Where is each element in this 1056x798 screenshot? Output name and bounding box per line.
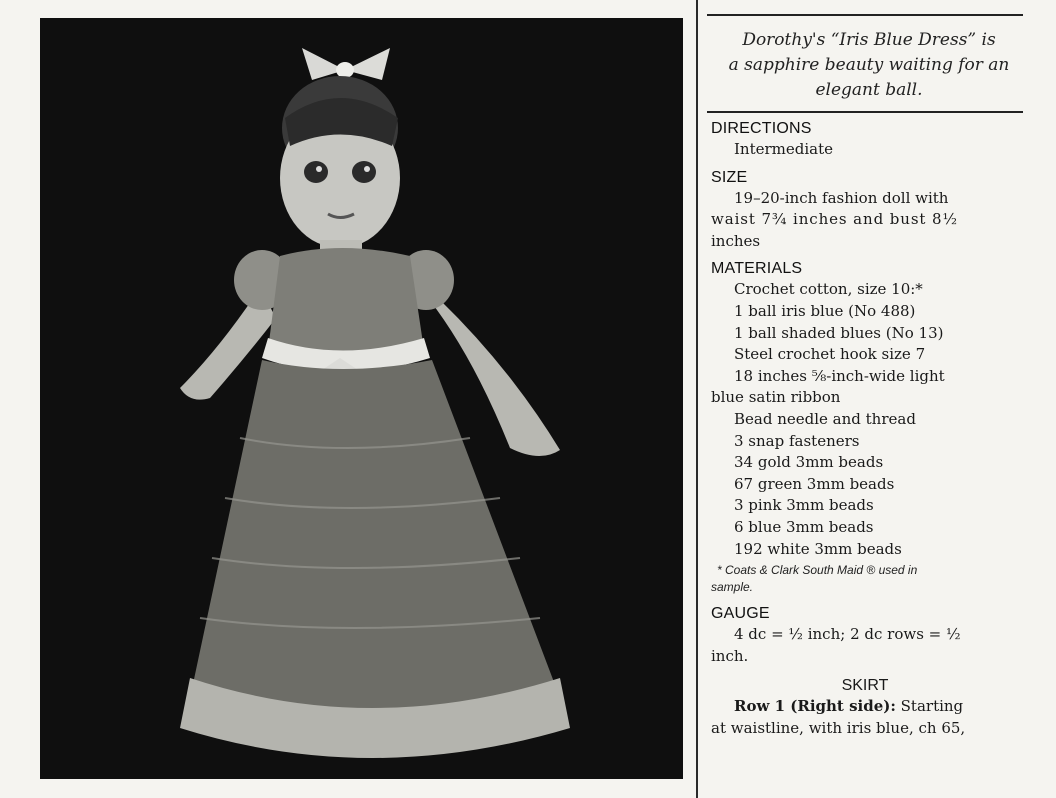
- materials-heading: MATERIALS: [711, 260, 803, 278]
- size-line: waist 7¾ inches and bust 8½: [711, 210, 958, 229]
- material-item: 6 blue 3mm beads: [734, 517, 874, 536]
- caption-line: elegant ball.: [815, 80, 923, 100]
- caption-line: a sapphire beauty waiting for an: [728, 55, 1010, 75]
- material-item: 67 green 3mm beads: [734, 474, 895, 493]
- material-item: 3 pink 3mm beads: [734, 496, 874, 515]
- skirt-row-1: [711, 696, 1023, 718]
- size-heading: SIZE: [711, 168, 748, 186]
- material-item: Steel crochet hook size 7: [734, 345, 926, 364]
- material-item: 1 ball iris blue (No 488): [734, 301, 916, 320]
- material-item: Crochet cotton, size 10:*: [734, 280, 923, 299]
- skill-level: Intermediate: [734, 140, 834, 158]
- photo-caption: [707, 16, 1023, 109]
- material-item-continuation: blue satin ribbon: [711, 388, 841, 407]
- size-line: inches: [711, 231, 761, 250]
- skirt-heading: SKIRT: [841, 677, 889, 695]
- row-label: Row 1 (Right side):: [734, 697, 896, 716]
- column-divider: [696, 0, 698, 798]
- material-item: 1 ball shaded blues (No 13): [734, 323, 944, 342]
- material-item: 3 snap fasteners: [734, 431, 860, 450]
- materials-footnote: * Coats & Clark South Maid ® used in: [717, 563, 918, 578]
- doll-photo: [40, 18, 683, 779]
- gauge-line: 4 dc = ½ inch; 2 dc rows = ½: [734, 625, 961, 644]
- gauge-heading: GAUGE: [711, 605, 770, 623]
- text-column: [707, 14, 1023, 739]
- caption-line: Dorothy's “Iris Blue Dress” is: [742, 30, 996, 50]
- materials-footnote: sample.: [711, 580, 754, 595]
- directions-heading: DIRECTIONS: [711, 120, 812, 137]
- size-line: 19–20-inch fashion doll with: [734, 188, 949, 207]
- material-item: 18 inches ⅝-inch-wide light: [734, 366, 945, 385]
- caption-rule: [707, 111, 1023, 113]
- material-item: 34 gold 3mm beads: [734, 453, 884, 472]
- row-text: Starting: [895, 697, 964, 716]
- material-item: 192 white 3mm beads: [734, 539, 902, 558]
- material-item: Bead needle and thread: [734, 409, 916, 428]
- skirt-row-1-cont: at waistline, with iris blue, ch 65,: [711, 718, 966, 737]
- gauge-line: inch.: [711, 646, 749, 665]
